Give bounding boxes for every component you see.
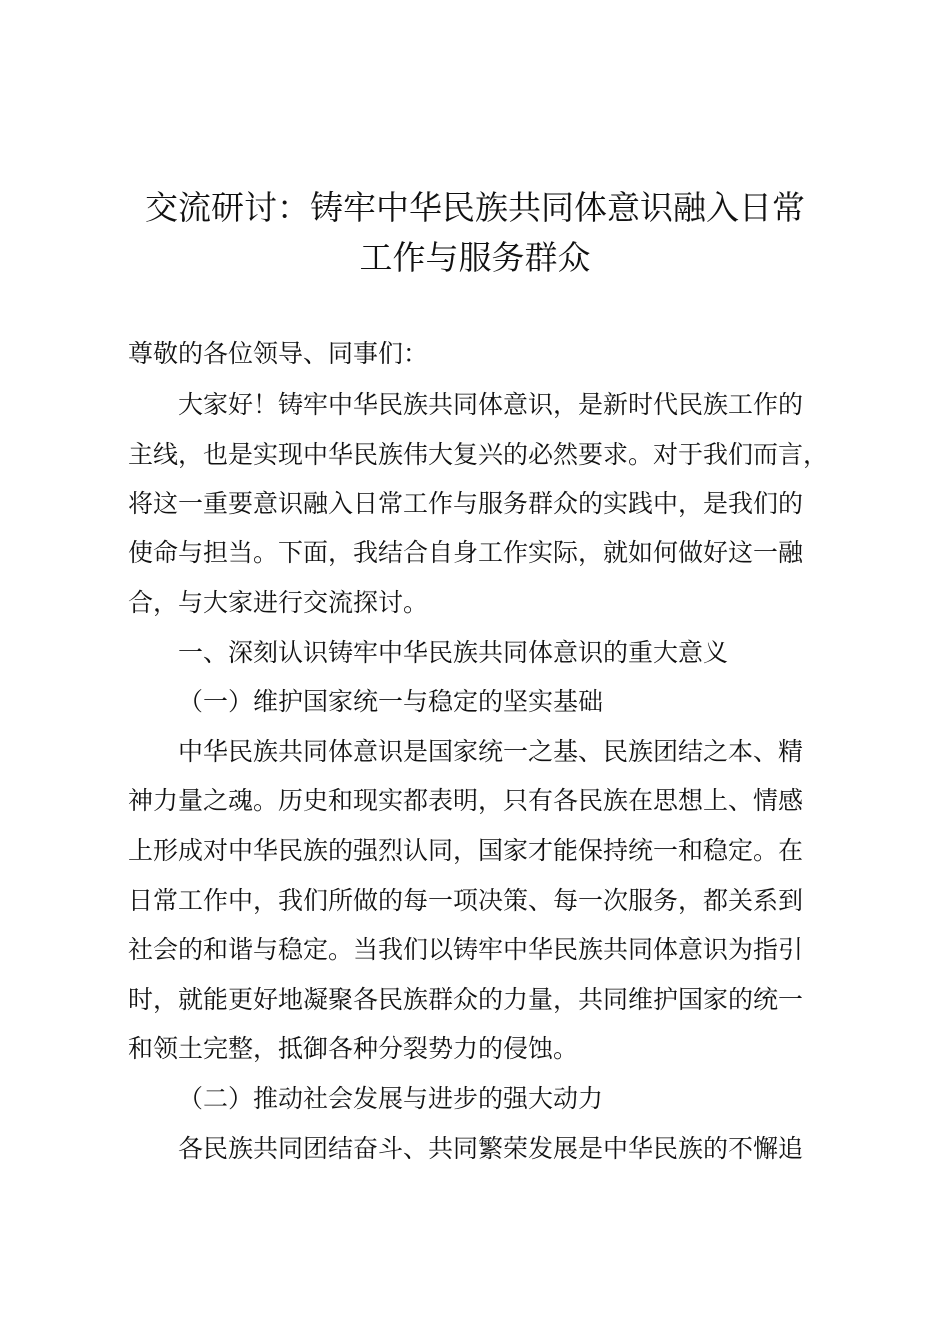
body-line: 合，与大家进行交流探讨。 bbox=[128, 588, 429, 617]
body-line: 将这一重要意识融入日常工作与服务群众的实践中，是我们的 bbox=[128, 489, 804, 518]
section-heading: 一、深刻认识铸牢中华民族共同体意识的重大意义 bbox=[178, 638, 729, 667]
salutation: 尊敬的各位领导、同事们： bbox=[128, 339, 429, 368]
document-title-line-1: 交流研讨：铸牢中华民族共同体意识融入日常 bbox=[145, 188, 805, 227]
body-line: 神力量之魂。历史和现实都表明，只有各民族在思想上、情感 bbox=[128, 786, 804, 815]
body-line: 使命与担当。下面，我结合自身工作实际，就如何做好这一融 bbox=[128, 538, 804, 567]
body-line: 和领土完整，抵御各种分裂势力的侵蚀。 bbox=[128, 1034, 579, 1063]
document-title-line-2: 工作与服务群众 bbox=[359, 238, 591, 277]
body-line: 社会的和谐与稳定。当我们以铸牢中华民族共同体意识为指引 bbox=[128, 935, 804, 964]
body-line: 上形成对中华民族的强烈认同，国家才能保持统一和稳定。在 bbox=[128, 836, 804, 865]
subsection-heading: （二）推动社会发展与进步的强大动力 bbox=[178, 1084, 604, 1113]
body-line: 大家好！铸牢中华民族共同体意识，是新时代民族工作的 bbox=[178, 390, 804, 419]
body-line: 各民族共同团结奋斗、共同繁荣发展是中华民族的不懈追 bbox=[178, 1134, 804, 1163]
subsection-heading: （一）维护国家统一与稳定的坚实基础 bbox=[178, 687, 604, 716]
body-line: 中华民族共同体意识是国家统一之基、民族团结之本、精 bbox=[178, 737, 804, 766]
body-line: 时，就能更好地凝聚各民族群众的力量，共同维护国家的统一 bbox=[128, 985, 804, 1014]
body-line: 日常工作中，我们所做的每一项决策、每一次服务，都关系到 bbox=[128, 886, 804, 915]
body-line: 主线，也是实现中华民族伟大复兴的必然要求。对于我们而言， bbox=[128, 440, 829, 469]
